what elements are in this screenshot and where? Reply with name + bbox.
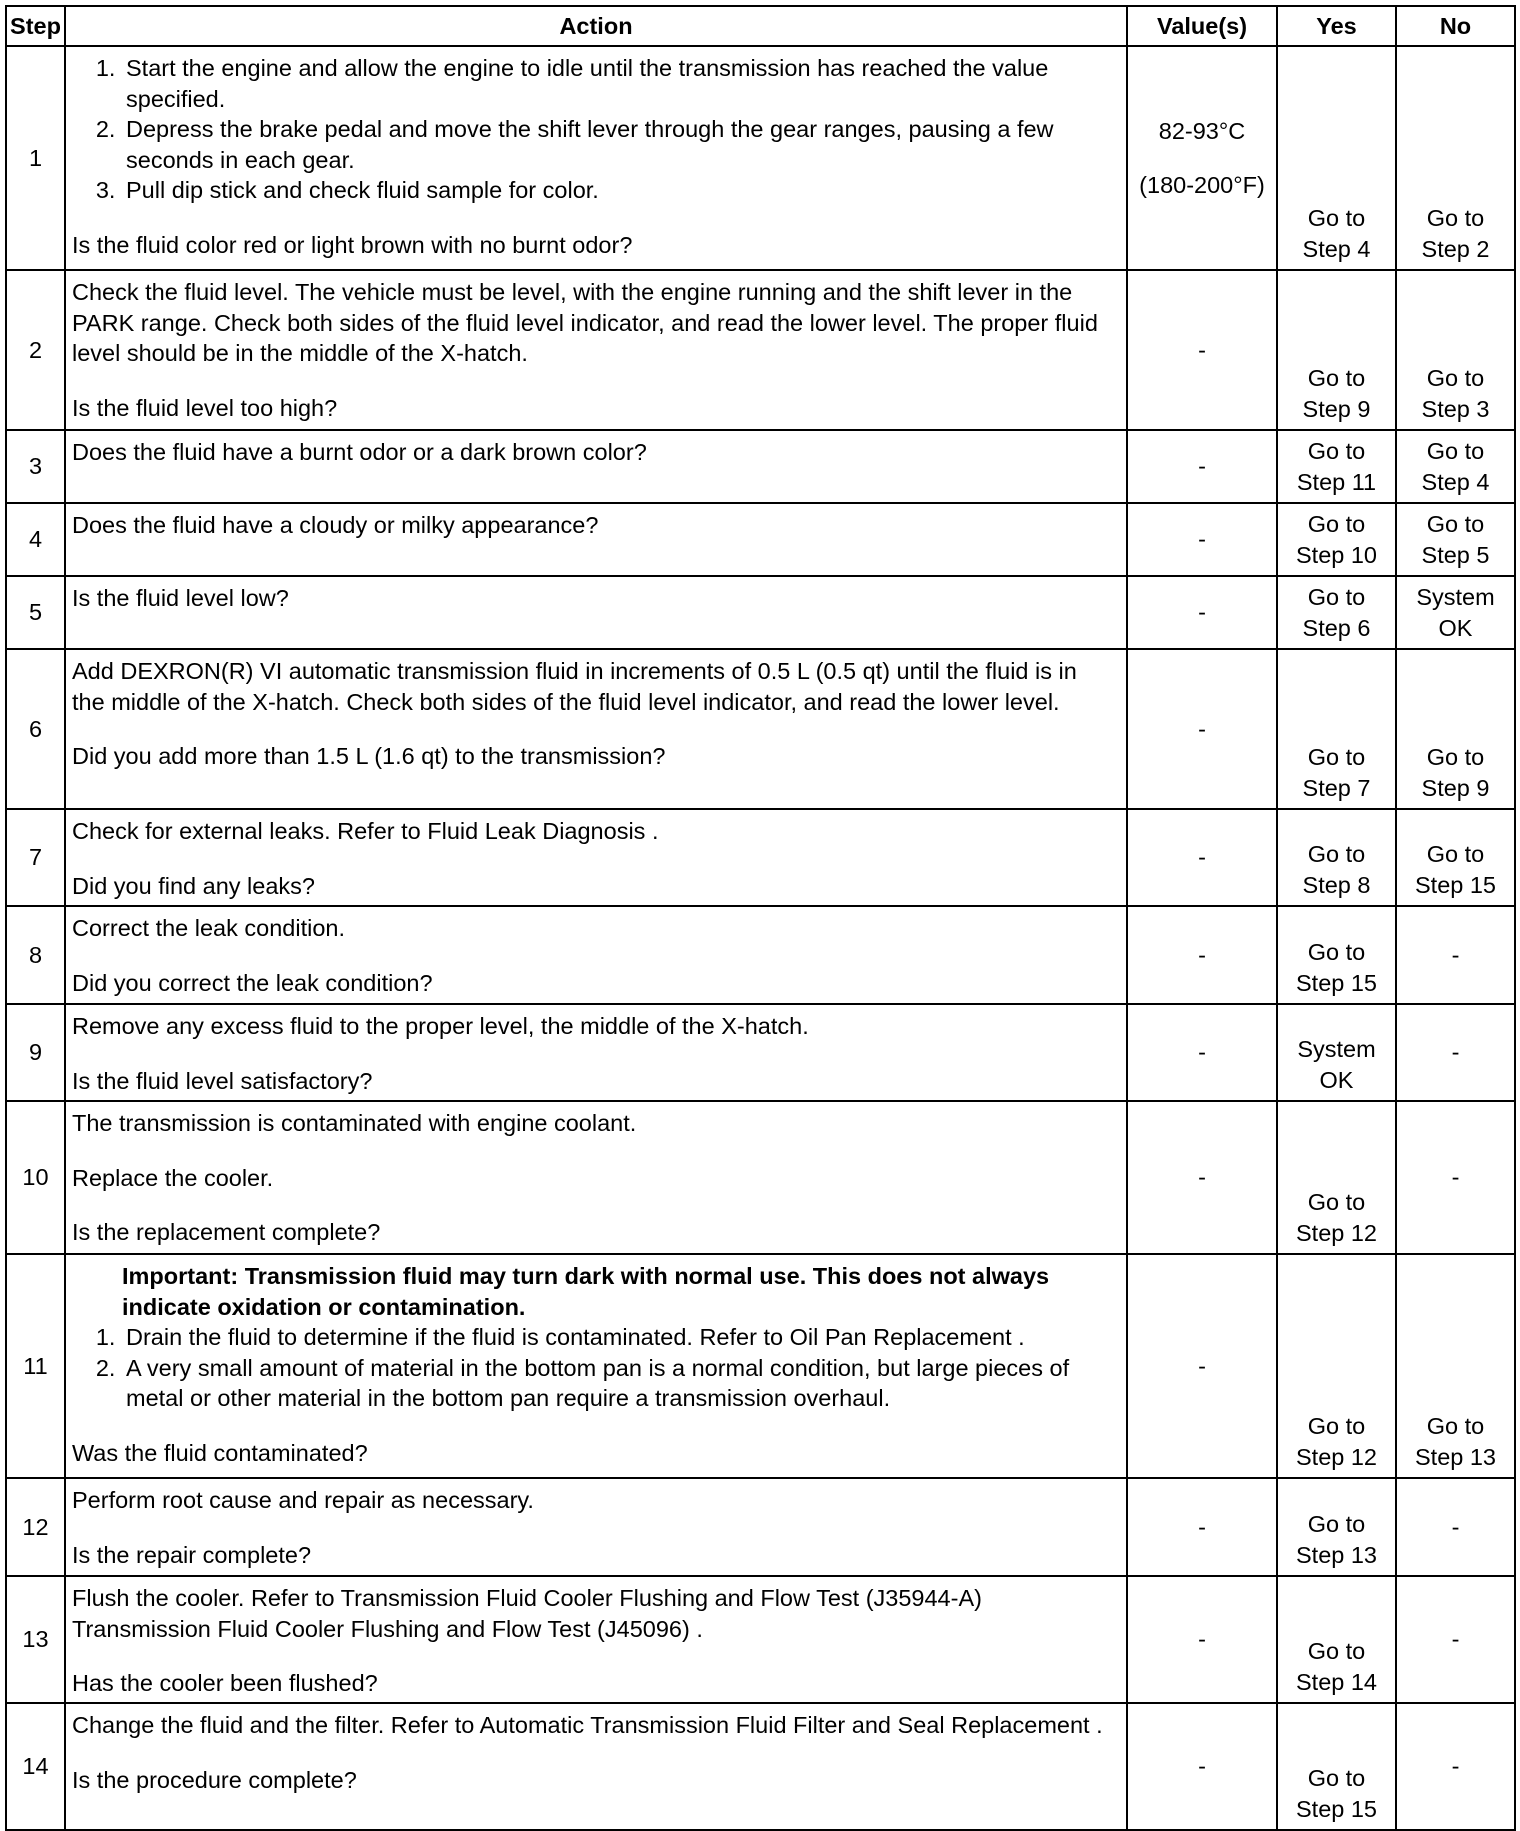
yes-target: Step 8: [1302, 871, 1371, 898]
table-row: [6, 1101, 1515, 1254]
action-cell: [65, 906, 1127, 1004]
action-question: Did you find any leaks?: [72, 872, 315, 899]
step-number: 1: [6, 46, 65, 270]
action-question: Is the procedure complete?: [72, 1766, 357, 1793]
action-text: Correct the leak condition.: [72, 915, 346, 941]
action-cell: [65, 1576, 1127, 1703]
action-cell: [65, 649, 1127, 809]
action-text: Perform root cause and repair as necessary.: [72, 1487, 534, 1513]
no-line: System: [1416, 584, 1495, 610]
no-target: Step 13: [1414, 1443, 1496, 1470]
no-cell: -: [1396, 1703, 1515, 1830]
table-row: [6, 270, 1515, 430]
action-question: Is the repair complete?: [72, 1541, 312, 1568]
yes-line: Go to: [1307, 1413, 1366, 1439]
yes-cell: [1277, 906, 1396, 1004]
no-cell: -: [1396, 1478, 1515, 1576]
no-cell: [1396, 46, 1515, 270]
yes-cell: [1277, 46, 1396, 270]
no-cell: [1396, 1254, 1515, 1478]
step-number: 14: [6, 1703, 65, 1830]
yes-line: Go to: [1307, 1511, 1366, 1537]
yes-line: Go to: [1307, 744, 1366, 770]
yes-line: Go to: [1307, 438, 1366, 464]
no-target: Step 4: [1421, 468, 1490, 495]
yes-cell: [1277, 809, 1396, 906]
yes-target: Step 15: [1295, 1795, 1377, 1822]
yes-cell: [1277, 270, 1396, 430]
action-text: Is the fluid level low?: [72, 585, 289, 611]
action-text: Does the fluid have a burnt odor or a dark brown color?: [72, 439, 647, 465]
value-cell: -: [1127, 1478, 1277, 1576]
yes-target: Step 15: [1295, 969, 1377, 996]
action-list: [72, 1322, 1116, 1414]
action-text: Remove any excess fluid to the proper level, the middle of the X-hatch.: [72, 1013, 809, 1039]
no-cell: -: [1396, 1576, 1515, 1703]
header-yes: Yes: [1277, 6, 1396, 46]
step-number: 3: [6, 430, 65, 503]
yes-target: Step 12: [1295, 1219, 1377, 1246]
no-line: Go to: [1426, 511, 1485, 537]
no-target: Step 9: [1421, 774, 1490, 801]
step-number: 2: [6, 270, 65, 430]
yes-cell: [1277, 430, 1396, 503]
action-cell: [65, 503, 1127, 576]
no-cell: [1396, 430, 1515, 503]
yes-line: Go to: [1307, 939, 1366, 965]
action-cell: [65, 46, 1127, 270]
yes-cell: [1277, 1703, 1396, 1830]
no-cell: [1396, 270, 1515, 430]
value-cell: -: [1127, 809, 1277, 906]
yes-line: Go to: [1307, 511, 1366, 537]
action-cell: [65, 1101, 1127, 1254]
yes-cell: [1277, 1254, 1396, 1478]
value-cell: [1127, 46, 1277, 270]
no-target: Step 3: [1421, 395, 1490, 422]
yes-target: OK: [1319, 1066, 1354, 1093]
no-cell: -: [1396, 906, 1515, 1004]
no-cell: -: [1396, 1101, 1515, 1254]
value-cell: -: [1127, 906, 1277, 1004]
action-text: The transmission is contaminated with engine coolant.: [72, 1110, 637, 1136]
no-line: Go to: [1426, 438, 1485, 464]
value-cell: -: [1127, 1101, 1277, 1254]
no-line: Go to: [1426, 1413, 1485, 1439]
diagnostic-table: [5, 5, 1516, 1831]
step-number: 6: [6, 649, 65, 809]
step-number: 5: [6, 576, 65, 649]
no-target: OK: [1438, 614, 1473, 641]
step-number: 4: [6, 503, 65, 576]
table-row: [6, 1576, 1515, 1703]
action-cell: [65, 270, 1127, 430]
yes-line: Go to: [1307, 584, 1366, 610]
diagnostic-table-document: [5, 5, 1514, 1825]
action-question: Is the fluid level satisfactory?: [72, 1067, 373, 1094]
action-text: Does the fluid have a cloudy or milky appearance?: [72, 512, 599, 538]
value-celsius: 82-93°C: [1158, 117, 1246, 144]
value-cell: -: [1127, 1703, 1277, 1830]
no-target: Step 15: [1414, 871, 1496, 898]
table-row: [6, 503, 1515, 576]
action-text: Check the fluid level. The vehicle must be level, with the engine running and the shift lever in the PARK range. Check both sides of the fluid level indicator, and read the lower level. The proper fluid level should be in the middle of the X-hatch.: [72, 279, 1098, 366]
table-row: [6, 1703, 1515, 1830]
table-row: [6, 1004, 1515, 1101]
table-row: [6, 430, 1515, 503]
step-number: 8: [6, 906, 65, 1004]
table-row: [6, 809, 1515, 906]
yes-target: Step 4: [1302, 235, 1371, 262]
step-number: 10: [6, 1101, 65, 1254]
table-row: [6, 649, 1515, 809]
list-item: 1. Start the engine and allow the engine to idle until the transmission has reached the value specified.: [122, 53, 1116, 114]
important-note: Important: Transmission fluid may turn dark with normal use. This does not always indicate oxidation or contamination.: [122, 1263, 1050, 1320]
action-text: Change the fluid and the filter. Refer to Automatic Transmission Fluid Filter and Seal Replacement .: [72, 1712, 1103, 1738]
yes-target: Step 11: [1296, 468, 1377, 495]
value-cell: -: [1127, 649, 1277, 809]
action-question: Is the replacement complete?: [72, 1219, 381, 1245]
yes-target: Step 14: [1295, 1668, 1377, 1695]
list-item: 2. A very small amount of material in the bottom pan is a normal condition, but large pieces of metal or other material in the bottom pan require a transmission overhaul.: [122, 1353, 1116, 1414]
header-row: [6, 6, 1515, 46]
header-values: Value(s): [1127, 6, 1277, 46]
action-cell: [65, 1254, 1127, 1478]
yes-cell: [1277, 1004, 1396, 1101]
header-action: Action: [65, 6, 1127, 46]
value-cell: -: [1127, 1576, 1277, 1703]
no-cell: [1396, 649, 1515, 809]
no-line: Go to: [1426, 365, 1485, 391]
value-cell: -: [1127, 503, 1277, 576]
yes-target: Step 12: [1295, 1443, 1377, 1470]
value-cell: -: [1127, 1254, 1277, 1478]
value-cell: -: [1127, 1004, 1277, 1101]
yes-line: Go to: [1307, 365, 1366, 391]
value-cell: -: [1127, 576, 1277, 649]
action-cell: [65, 809, 1127, 906]
step-number: 13: [6, 1576, 65, 1703]
action-text: Add DEXRON(R) VI automatic transmission fluid in increments of 0.5 L (0.5 qt) until the fluid is in the middle of the X-hatch. Check both sides of the fluid level indicator, and read the lower level.: [72, 658, 1077, 715]
table-row: [6, 1478, 1515, 1576]
yes-line: Go to: [1307, 1189, 1366, 1215]
no-target: Step 5: [1421, 541, 1490, 568]
no-line: Go to: [1426, 744, 1485, 770]
action-question: Has the cooler been flushed?: [72, 1670, 378, 1696]
yes-cell: [1277, 1478, 1396, 1576]
yes-target: Step 10: [1295, 541, 1377, 568]
table-row: [6, 906, 1515, 1004]
yes-target: Step 9: [1302, 395, 1371, 422]
yes-cell: [1277, 649, 1396, 809]
list-item: 3. Pull dip stick and check fluid sample for color.: [122, 175, 1116, 206]
header-step: Step: [6, 6, 65, 46]
no-cell: [1396, 503, 1515, 576]
action-text: Flush the cooler. Refer to Transmission Fluid Cooler Flushing and Flow Test (J35944-A) Transmission Fluid Cooler Flushing and Flow Test (J45096) .: [72, 1585, 982, 1642]
action-question: Did you add more than 1.5 L (1.6 qt) to the transmission?: [72, 743, 666, 769]
yes-line: Go to: [1307, 205, 1366, 231]
yes-cell: [1277, 1101, 1396, 1254]
yes-target: Step 13: [1295, 1541, 1377, 1568]
action-question: Is the fluid level too high?: [72, 394, 338, 421]
no-cell: [1396, 809, 1515, 906]
action-cell: [65, 1703, 1127, 1830]
table-row: [6, 576, 1515, 649]
yes-cell: [1277, 503, 1396, 576]
no-line: Go to: [1426, 205, 1485, 231]
action-cell: [65, 1004, 1127, 1101]
action-question: Did you correct the leak condition?: [72, 969, 433, 996]
yes-line: Go to: [1307, 841, 1366, 867]
action-list: [72, 53, 1116, 206]
value-fahrenheit: (180-200°F): [1139, 172, 1265, 198]
action-text-2: Replace the cooler.: [72, 1164, 274, 1191]
no-cell: -: [1396, 1004, 1515, 1101]
step-number: 9: [6, 1004, 65, 1101]
step-number: 12: [6, 1478, 65, 1576]
header-no: No: [1396, 6, 1515, 46]
table-row: [6, 1254, 1515, 1478]
no-target: Step 2: [1421, 235, 1490, 262]
yes-cell: [1277, 576, 1396, 649]
action-question: Is the fluid color red or light brown with no burnt odor?: [72, 231, 633, 258]
value-cell: -: [1127, 430, 1277, 503]
table-row: [6, 46, 1515, 270]
yes-target: Step 6: [1302, 614, 1371, 641]
yes-cell: [1277, 1576, 1396, 1703]
action-text: Check for external leaks. Refer to Fluid Leak Diagnosis .: [72, 818, 659, 844]
yes-target: Step 7: [1302, 774, 1371, 801]
step-number: 11: [6, 1254, 65, 1478]
no-line: Go to: [1426, 841, 1485, 867]
no-cell: [1396, 576, 1515, 649]
yes-line: Go to: [1307, 1765, 1366, 1791]
action-question: Was the fluid contaminated?: [72, 1439, 368, 1466]
list-item: 1. Drain the fluid to determine if the fluid is contaminated. Refer to Oil Pan Replacement .: [122, 1322, 1116, 1353]
action-cell: [65, 576, 1127, 649]
list-item: 2. Depress the brake pedal and move the shift lever through the gear ranges, pausing a few seconds in each gear.: [122, 114, 1116, 175]
step-number: 7: [6, 809, 65, 906]
action-cell: [65, 430, 1127, 503]
value-cell: -: [1127, 270, 1277, 430]
action-cell: [65, 1478, 1127, 1576]
yes-line: Go to: [1307, 1638, 1366, 1664]
yes-line: System: [1297, 1036, 1376, 1062]
